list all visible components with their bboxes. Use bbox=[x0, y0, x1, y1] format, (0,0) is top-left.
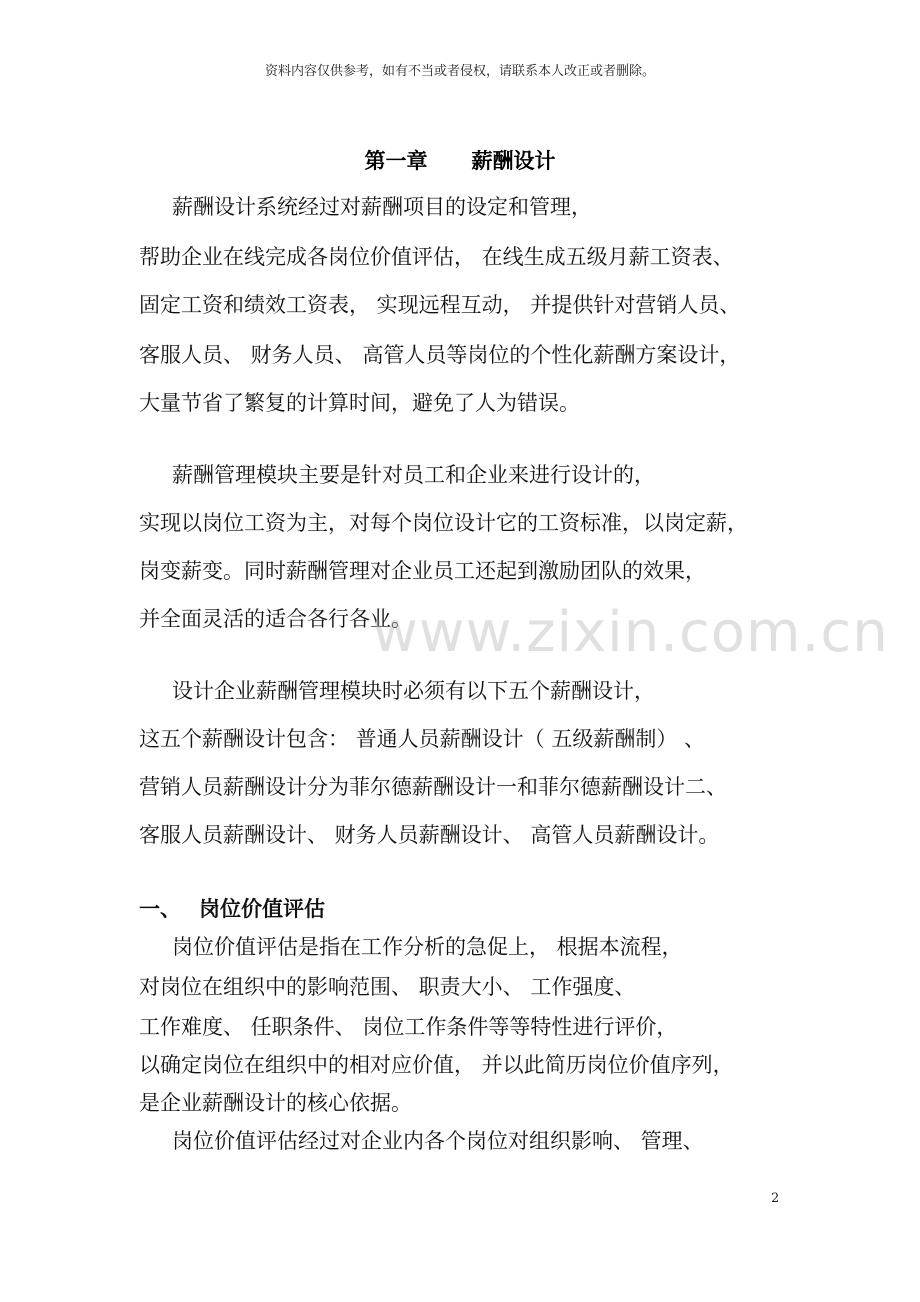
paragraph-line: 以确定岗位在组织中的相对应价值， 并以此简历岗位价值序列， bbox=[139, 1053, 734, 1077]
page-number: 2 bbox=[771, 1191, 780, 1206]
paragraph-line: 工作难度、 任职条件、 岗位工作条件等等特性进行评价， bbox=[139, 1015, 678, 1039]
paragraph-line: 岗变薪变。同时薪酬管理对企业员工还起到激励团队的效果， bbox=[139, 559, 706, 583]
paragraph-line: 薪酬设计系统经过对薪酬项目的设定和管理， bbox=[172, 195, 592, 219]
paragraph-line: 岗位价值评估是指在工作分析的急促上， 根据本流程， bbox=[172, 935, 683, 959]
paragraph-line: 设计企业薪酬管理模块时必须有以下五个薪酬设计， bbox=[172, 679, 655, 703]
paragraph-line: 是企业薪酬设计的核心依据。 bbox=[139, 1091, 412, 1115]
section-number: 一、 bbox=[139, 897, 181, 921]
paragraph-line: 这五个薪酬设计包含： 普通人员薪酬设计（ 五级薪酬制） 、 bbox=[139, 727, 706, 751]
chapter-name: 薪酬设计 bbox=[471, 149, 556, 173]
watermark: www.zixin.com.cn bbox=[372, 600, 889, 665]
section-heading bbox=[139, 892, 325, 926]
section-title: 岗位价值评估 bbox=[199, 897, 325, 921]
paragraph-line: 实现以岗位工资为主，对每个岗位设计它的工资标准，以岗定薪， bbox=[139, 511, 748, 535]
header-disclaimer: 资料内容仅供参考，如有不当或者侵权，请联系本人改正或者删除。 bbox=[264, 64, 655, 79]
paragraph-line: 大量节省了繁复的计算时间，避免了人为错误。 bbox=[139, 391, 580, 415]
chapter-title bbox=[0, 144, 920, 178]
paragraph-line: 营销人员薪酬设计分为菲尔德薪酬设计一和菲尔德薪酬设计二、 bbox=[139, 775, 727, 799]
paragraph-line: 岗位价值评估经过对企业内各个岗位对组织影响、 管理、 bbox=[172, 1129, 704, 1153]
paragraph-line: 帮助企业在线完成各岗位价值评估， 在线生成五级月薪工资表、 bbox=[139, 245, 734, 269]
paragraph-line: 客服人员薪酬设计、 财务人员薪酬设计、 高管人员薪酬设计。 bbox=[139, 823, 720, 847]
paragraph-line: 客服人员、 财务人员、 高管人员等岗位的个性化薪酬方案设计， bbox=[139, 343, 741, 367]
chapter-number: 第一章 bbox=[364, 149, 428, 173]
paragraph-line: 并全面灵活的适合各行各业。 bbox=[139, 607, 412, 631]
paragraph-line: 对岗位在组织中的影响范围、 职责大小、 工作强度、 bbox=[139, 975, 636, 999]
paragraph-line: 固定工资和绩效工资表， 实现远程互动， 并提供针对营销人员、 bbox=[139, 293, 741, 317]
paragraph-line: 薪酬管理模块主要是针对员工和企业来进行设计的， bbox=[172, 463, 655, 487]
